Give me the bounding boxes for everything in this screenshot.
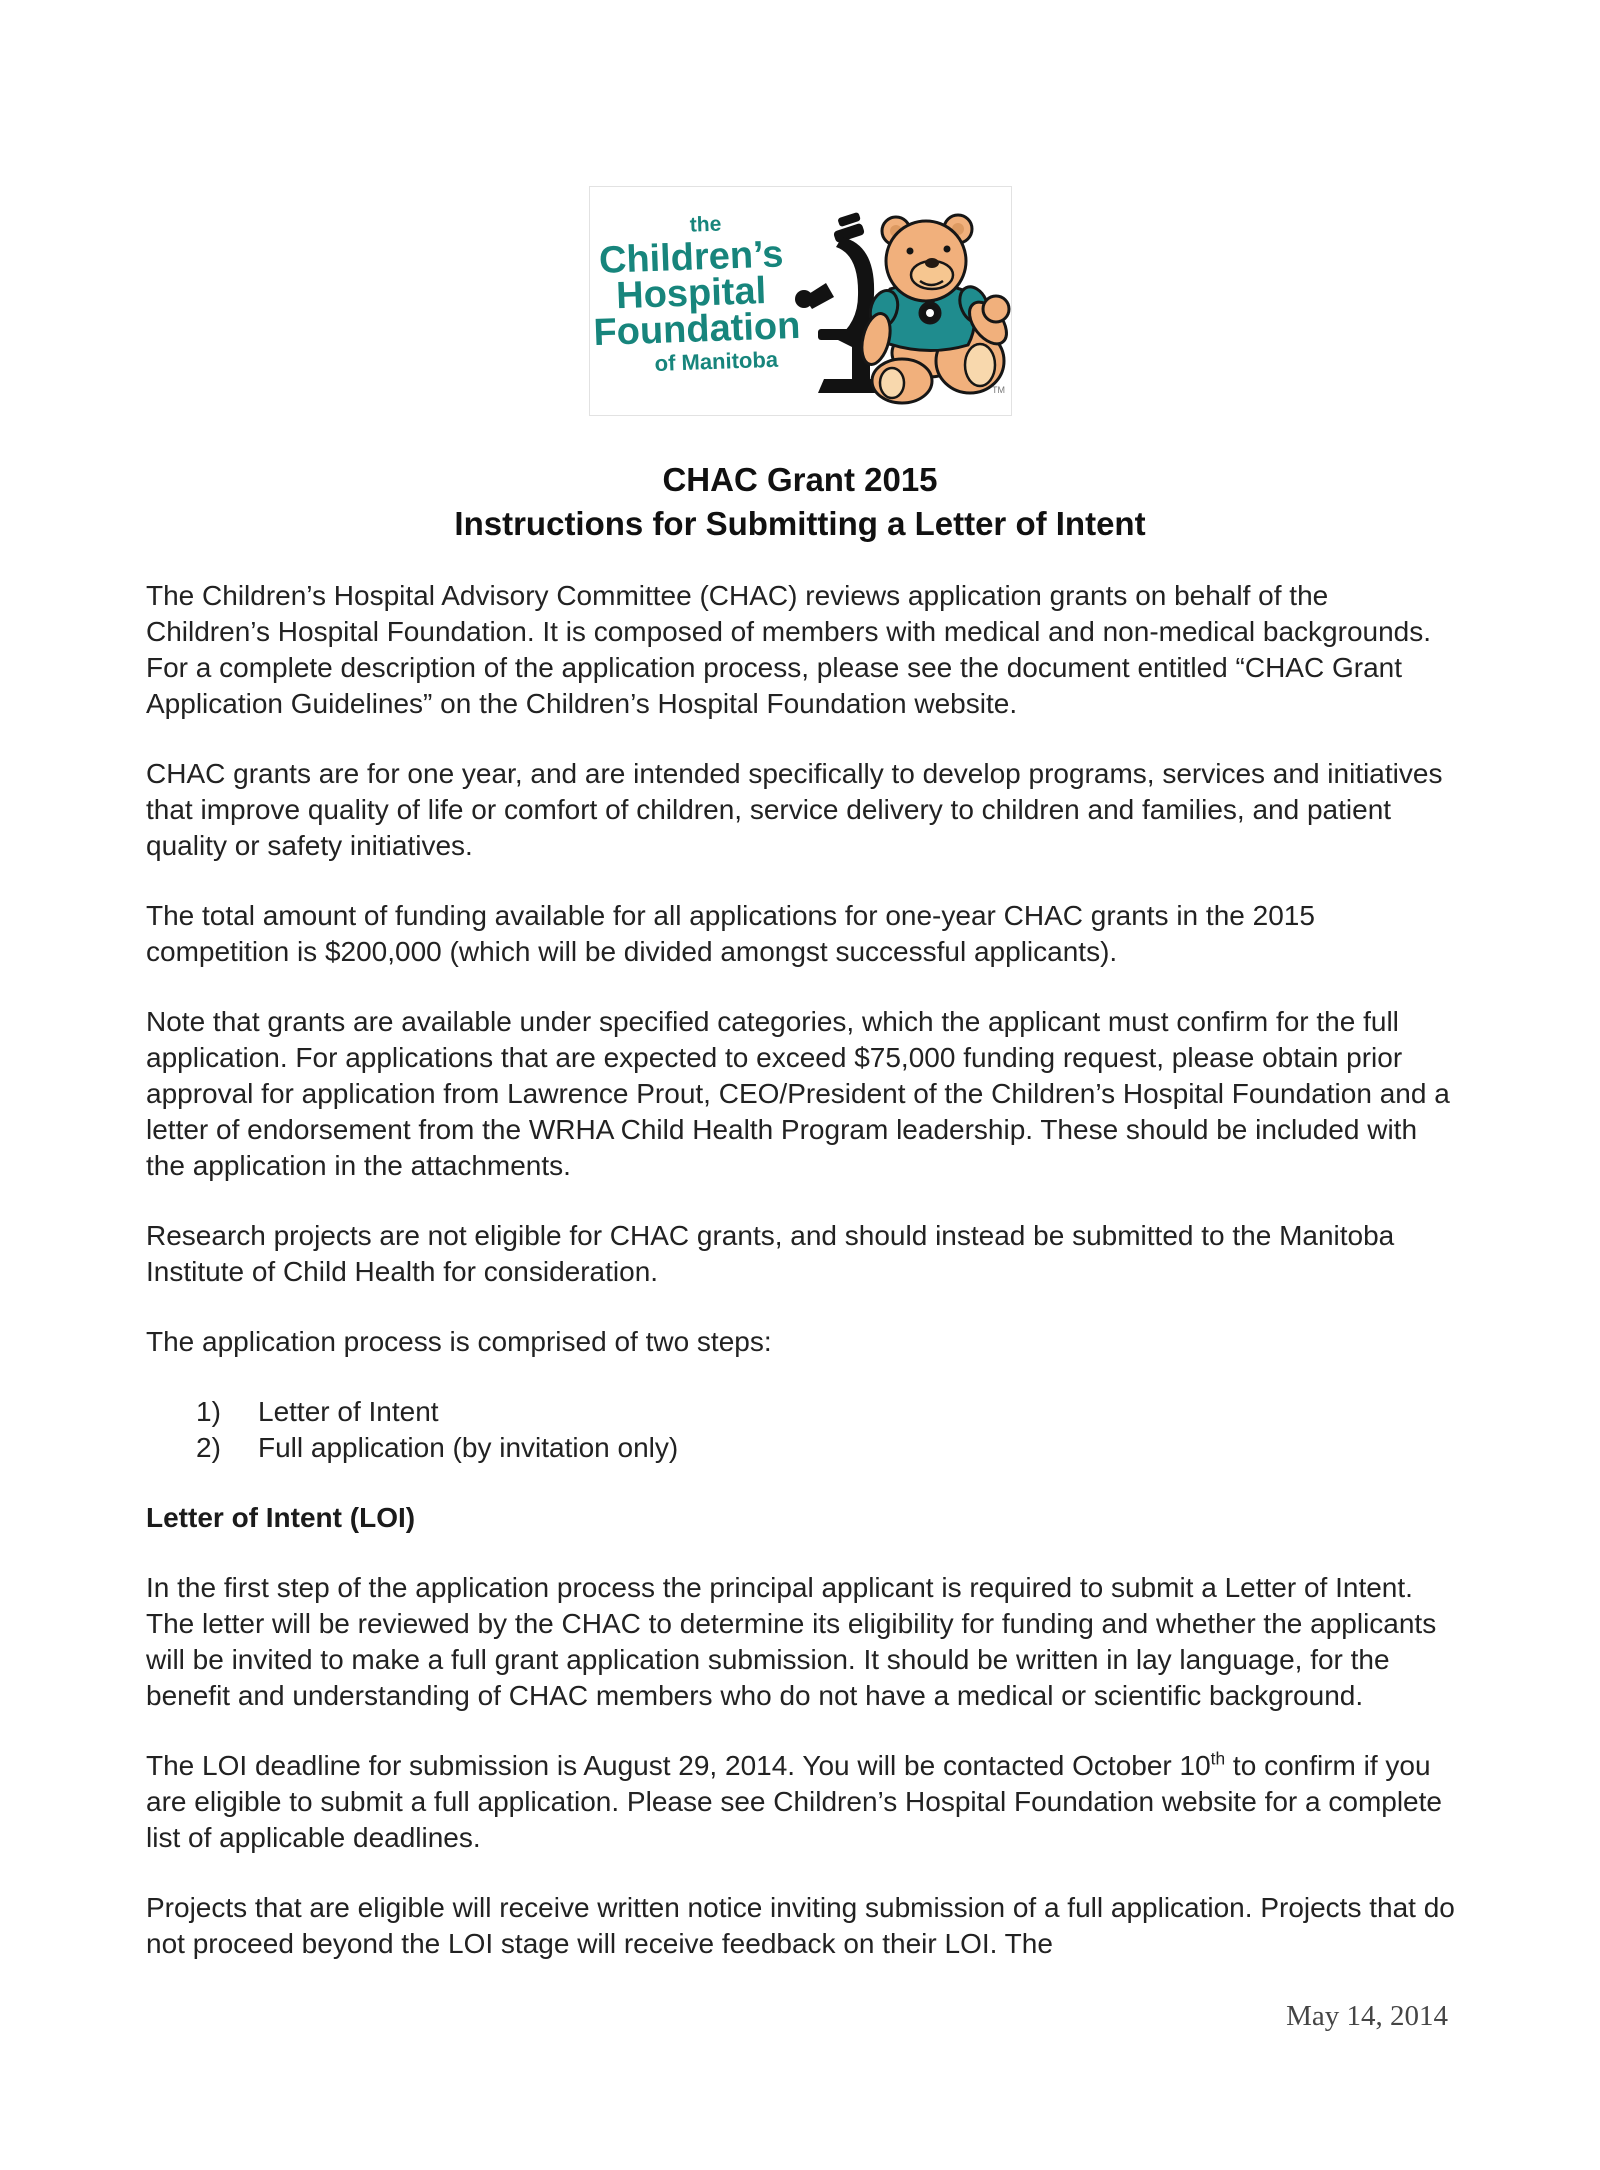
step-2-number: 2) bbox=[196, 1432, 221, 1463]
document-title bbox=[0, 458, 1600, 546]
paragraph-research-ineligible: Research projects are not eligible for CHAC grants, and should instead be submitted to the Manitoba Institute of Child Health for consideration. bbox=[146, 1220, 1395, 1287]
paragraph-loi-deadline bbox=[146, 1748, 1456, 1856]
logo-word-hospital: Hospital bbox=[615, 270, 767, 318]
list-item-step-1 bbox=[146, 1394, 1456, 1430]
step-1-number: 1) bbox=[196, 1396, 221, 1427]
paragraph-funding-total: The total amount of funding available for all applications for one-year CHAC grants in the 2015 competition is $200,000 (which will be divided amongst successful applicants). bbox=[146, 900, 1315, 967]
application-steps bbox=[146, 1324, 1456, 1466]
paragraph-grant-purpose: CHAC grants are for one year, and are intended specifically to develop programs, services and initiatives that improve quality of life or comfort of children, service delivery to children and families, and patient quality or safety initiatives. bbox=[146, 758, 1443, 861]
footer-date: May 14, 2014 bbox=[1286, 2000, 1448, 2032]
logo-word-childrens: Children’s bbox=[598, 233, 785, 282]
logo-word-of-manitoba: of Manitoba bbox=[654, 346, 779, 376]
paragraph-categories-approval: Note that grants are available under specified categories, which the applicant must confirm for the full application. For applications that are expected to exceed $75,000 funding request, please obtain prior approval for application from Lawrence Prout, CEO/President of the Children’s Hospital Foundation and a letter of endorsement from the WRHA Child Health Program leadership. These should be included with the application in the attachments. bbox=[146, 1006, 1450, 1181]
paragraph-loi-description: In the first step of the application process the principal applicant is required to submit a Letter of Intent. The letter will be reviewed by the CHAC to determine its eligibility for funding and whether the applicants will be invited to make a full grant application submission. It should be written in lay language, for the benefit and understanding of CHAC members who do not have a medical or scientific background. bbox=[146, 1572, 1437, 1711]
title-line-2: Instructions for Submitting a Letter of Intent bbox=[454, 505, 1146, 542]
foundation-logo bbox=[589, 186, 1012, 416]
teddy-bear-illustration bbox=[857, 215, 1011, 403]
list-item-step-2 bbox=[146, 1430, 1456, 1466]
step-2-label: Full application (by invitation only) bbox=[258, 1432, 679, 1463]
foundation-logo-art bbox=[590, 187, 1011, 415]
logo-word-the: the bbox=[689, 212, 722, 237]
deadline-ordinal-suffix: th bbox=[1210, 1748, 1226, 1769]
steps-intro: The application process is comprised of two steps: bbox=[146, 1326, 772, 1357]
trademark-mark: TM bbox=[992, 385, 1005, 395]
document-body bbox=[146, 578, 1456, 1996]
loi-section-heading: Letter of Intent (LOI) bbox=[146, 1502, 416, 1533]
paragraph-committee-overview: The Children’s Hospital Advisory Committee (CHAC) reviews application grants on behalf of the Children’s Hospital Foundation. It is composed of members with medical and non-medical backgrounds. For a complete description of the application process, please see the document entitled “CHAC Grant Application Guidelines” on the Children’s Hospital Foundation website. bbox=[146, 580, 1432, 719]
deadline-text-after: to confirm if you are eligible to submit a full application. Please see Children’s Hospital Foundation website for a complete list of applicable deadlines. bbox=[146, 1750, 1442, 1853]
step-1-label: Letter of Intent bbox=[258, 1396, 439, 1427]
deadline-text-before: The LOI deadline for submission is August 29, 2014. You will be contacted October 10 bbox=[146, 1750, 1211, 1781]
logo-word-foundation: Foundation bbox=[592, 304, 801, 355]
title-line-1: CHAC Grant 2015 bbox=[662, 461, 938, 498]
paragraph-eligibility-notice: Projects that are eligible will receive written notice inviting submission of a full application. Projects that do not proceed beyond the LOI stage will receive feedback on their LOI. The bbox=[146, 1892, 1455, 1959]
